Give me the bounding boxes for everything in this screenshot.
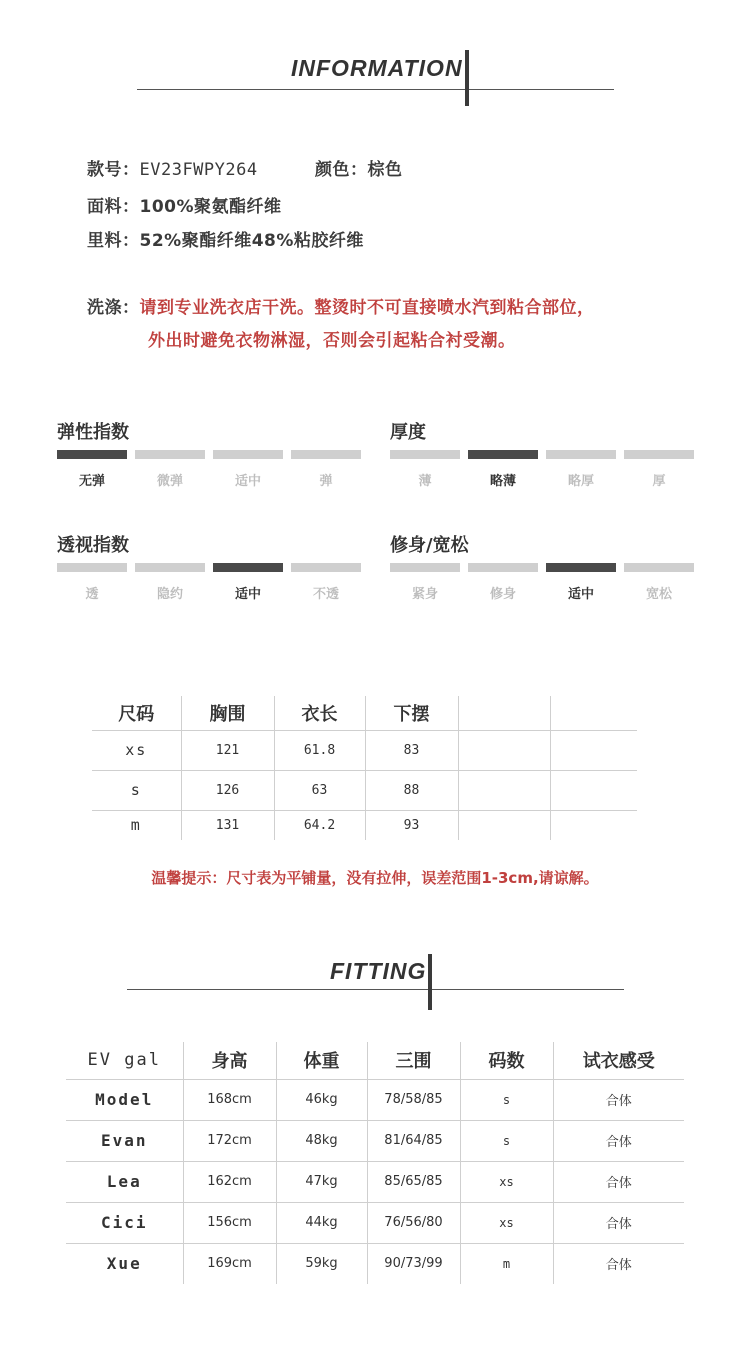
info-header-rule (137, 89, 614, 90)
header-cell: 试衣感受 (553, 1042, 684, 1079)
table-cell (550, 730, 637, 770)
indicator-bar (624, 450, 694, 459)
indicator-title: 厚度 (390, 422, 426, 443)
table-cell: xs (460, 1202, 553, 1243)
indicator-option-label: 厚 (652, 474, 666, 489)
table-cell: 172cm (183, 1120, 276, 1161)
indicator-bar (291, 563, 361, 572)
table-cell: s (460, 1120, 553, 1161)
lining-value: 52%聚酯纤维48%粘胶纤维 (139, 231, 364, 251)
info-section-title: INFORMATION (291, 55, 463, 81)
indicator-option-label: 弹 (319, 474, 333, 489)
table-cell: 合体 (553, 1120, 684, 1161)
info-header-bar (465, 50, 469, 106)
indicator-title: 透视指数 (57, 535, 129, 556)
table-cell: 88 (365, 770, 458, 810)
table-cell (458, 810, 550, 840)
table-cell: 合体 (553, 1243, 684, 1284)
table-cell: 44kg (276, 1202, 367, 1243)
indicator-option-label: 无弹 (78, 474, 105, 489)
table-cell: 90/73/99 (367, 1243, 460, 1284)
table-cell: 83 (365, 730, 458, 770)
indicator-bar-selected (213, 563, 283, 572)
table-cell: 76/56/80 (367, 1202, 460, 1243)
indicator-bar (135, 450, 205, 459)
table-cell: m (130, 816, 142, 835)
header-cell: 码数 (460, 1042, 553, 1079)
header-cell: EV gal (66, 1042, 183, 1079)
indicator-bar-selected (57, 450, 127, 459)
table-cell: s (460, 1079, 553, 1120)
table-cell: s (92, 770, 181, 810)
wash-line-1 (87, 293, 595, 318)
table-cell (458, 730, 550, 770)
header-cell: 衣长 (274, 696, 365, 730)
header-cell (458, 696, 550, 730)
indicator-option-label: 不透 (312, 587, 339, 602)
style-number-line (87, 155, 258, 180)
header-cell: 胸围 (181, 696, 274, 730)
table-cell: xs (92, 730, 181, 770)
fabric-line (87, 192, 282, 217)
table-cell: 合体 (553, 1161, 684, 1202)
header-cell (550, 696, 637, 730)
table-cell: m (460, 1243, 553, 1284)
table-row (92, 770, 637, 810)
indicator-bar-selected (468, 450, 538, 459)
table-row (66, 1202, 684, 1243)
table-cell: 46kg (276, 1079, 367, 1120)
fitting-header-rule (127, 989, 624, 990)
table-cell: 59kg (276, 1243, 367, 1284)
color-label: 颜色： (315, 160, 368, 180)
color-line (315, 155, 403, 180)
indicator-option-label: 微弹 (156, 474, 183, 489)
indicator-bar-selected (546, 563, 616, 572)
table-header-row (66, 1042, 684, 1079)
color-value: 棕色 (367, 160, 403, 180)
table-cell (550, 770, 637, 810)
table-row (66, 1120, 684, 1161)
table-header-row (92, 696, 637, 730)
header-cell: 下摆 (365, 696, 458, 730)
indicator-title: 弹性指数 (57, 422, 129, 443)
table-cell (458, 770, 550, 810)
table-cell: 168cm (183, 1079, 276, 1120)
table-cell (550, 810, 637, 840)
size-notice: 温馨提示：尺寸表为平铺量，没有拉伸，误差范围1-3cm,请谅解。 (151, 869, 599, 887)
table-row (66, 1079, 684, 1120)
indicator-title: 修身/宽松 (390, 535, 469, 556)
fabric-label: 面料： (87, 197, 140, 217)
indicator-bar (546, 450, 616, 459)
table-cell: 78/58/85 (367, 1079, 460, 1120)
lining-line (87, 226, 364, 251)
indicator-bar (291, 450, 361, 459)
fitting-header-bar (428, 954, 432, 1010)
table-cell: 162cm (183, 1161, 276, 1202)
table-cell: 64.2 (274, 810, 365, 840)
table-cell: 合体 (553, 1202, 684, 1243)
indicator-option-label: 适中 (234, 587, 261, 602)
table-cell: Lea (66, 1161, 183, 1202)
wash-instruction-1: 请到专业洗衣店干洗。整烫时不可直接喷水汽到粘合部位， (139, 298, 595, 318)
table-cell: 121 (181, 730, 274, 770)
indicator-option-label: 略薄 (489, 474, 516, 489)
indicator-bar (57, 563, 127, 572)
header-cell: 体重 (276, 1042, 367, 1079)
indicator-bar (468, 563, 538, 572)
table-cell: Xue (106, 1254, 142, 1274)
indicator-bar (390, 450, 460, 459)
table-cell: 126 (181, 770, 274, 810)
fabric-value: 100%聚氨酯纤维 (139, 197, 282, 217)
table-row (92, 730, 637, 770)
wash-label: 洗涤： (87, 298, 140, 318)
table-cell: 48kg (276, 1120, 367, 1161)
header-cell: 身高 (183, 1042, 276, 1079)
fitting-section-title: FITTING (330, 958, 427, 984)
table-cell: Evan (66, 1120, 183, 1161)
table-cell: 93 (365, 810, 458, 840)
table-row (66, 1161, 684, 1202)
indicator-option-label: 略厚 (567, 474, 594, 489)
table-cell: 169cm (183, 1243, 276, 1284)
table-cell: Cici (66, 1202, 183, 1243)
indicator-option-label: 薄 (418, 474, 432, 489)
table-cell: 合体 (553, 1079, 684, 1120)
header-cell: 三围 (367, 1042, 460, 1079)
style-value: EV23FWPY264 (139, 160, 258, 180)
indicator-bar (135, 563, 205, 572)
table-cell: 61.8 (274, 730, 365, 770)
wash-instruction-2: 外出时避免衣物淋湿，否则会引起粘合衬受潮。 (148, 331, 516, 351)
indicator-bar (624, 563, 694, 572)
table-cell: xs (460, 1161, 553, 1202)
table-row (66, 1243, 684, 1284)
indicator-bar (213, 450, 283, 459)
indicator-option-label: 适中 (234, 474, 261, 489)
table-row (92, 810, 637, 840)
lining-label: 里料： (87, 231, 140, 251)
table-cell: Model (66, 1079, 183, 1120)
indicator-option-label: 适中 (567, 587, 594, 602)
table-cell: 156cm (183, 1202, 276, 1243)
size-table (92, 696, 637, 840)
header-cell: 尺码 (92, 696, 181, 730)
fitting-table (66, 1042, 684, 1284)
table-cell: 47kg (276, 1161, 367, 1202)
indicator-option-label: 紧身 (411, 587, 438, 602)
style-label: 款号： (87, 160, 140, 180)
table-cell: 81/64/85 (367, 1120, 460, 1161)
table-cell: 85/65/85 (367, 1161, 460, 1202)
indicator-option-label: 透 (85, 587, 99, 602)
table-cell: 63 (274, 770, 365, 810)
indicator-option-label: 宽松 (645, 587, 672, 602)
indicator-option-label: 修身 (489, 587, 516, 602)
table-cell: 131 (181, 810, 274, 840)
indicator-bar (390, 563, 460, 572)
indicator-option-label: 隐约 (156, 587, 183, 602)
